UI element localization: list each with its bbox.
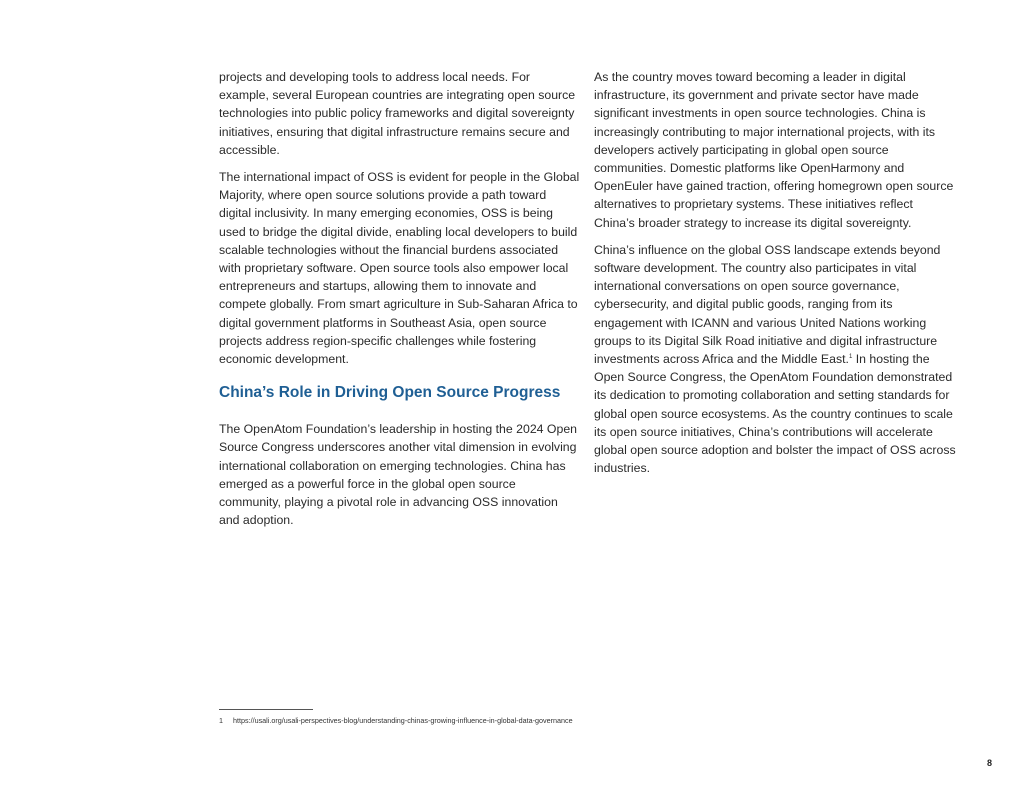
footnote-divider bbox=[219, 709, 313, 710]
right-column bbox=[594, 68, 956, 486]
footnote-number: 1 bbox=[219, 716, 223, 725]
paragraph: projects and developing tools to address local needs. For example, several European countries are integrating open source technologies into public policy frameworks and digital sovereignty initiatives, ensuring that digital infrastructure remains secure and accessible. bbox=[219, 70, 576, 157]
section-heading: China’s Role in Driving Open Source Progress bbox=[219, 384, 561, 402]
paragraph: The OpenAtom Foundation’s leadership in hosting the 2024 Open Source Congress underscores another vital dimension in evolving international collaboration on emerging technologies. China has emerged as a powerful force in the global open source community, playing a pivotal role in advancing OSS innovation and adoption. bbox=[219, 422, 577, 528]
paragraph: The international impact of OSS is evident for people in the Global Majority, where open source solutions provide a path toward digital inclusivity. In many emerging economies, OSS is being used to bridge the digital divide, enabling local developers to build scalable technologies without the financial burdens associated with proprietary software. Open source tools also empower local entrepreneurs and startups, allowing them to innovate and compete globally. From smart agriculture in Sub-Saharan Africa to digital government platforms in Southeast Asia, open source projects address region-specific challenges while fostering economic development. bbox=[219, 170, 580, 367]
page-number: 8 bbox=[986, 758, 992, 768]
footnote-reference-link[interactable]: 1 bbox=[848, 353, 853, 360]
paragraph-text: In hosting the Open Source Congress, the OpenAtom Foundation demonstrated its dedication to promoting collaboration and setting standards for global open source ecosystems. As the country continues to scale its open source initiatives, China’s contributions will accelerate global open source adoption and bolster the impact of OSS across industries. bbox=[594, 352, 956, 476]
footnote bbox=[219, 716, 573, 726]
paragraph-with-footnote bbox=[594, 241, 956, 478]
footnote-url-link[interactable]: https://usali.org/usali-perspectives-blog/understanding-chinas-growing-influence-in-global-data-governance bbox=[233, 716, 573, 725]
left-column bbox=[219, 68, 581, 538]
paragraph-text: China’s influence on the global OSS landscape extends beyond software development. The country also participates in vital international conversations on open source governance, cybersecurity, and digital public goods, ranging from its engagement with ICANN and various United Nations working groups to its Digital Silk Road initiative and digital infrastructure investments across Africa and the Middle East. bbox=[594, 242, 941, 367]
paragraph: As the country moves toward becoming a leader in digital infrastructure, its government and private sector have made significant investments in open source technologies. China is increasingly contributing to major international projects, with its developers actively participating in global open source communities. Domestic platforms like OpenHarmony and OpenEuler have gained traction, offering homegrown open source alternatives to proprietary systems. These initiatives reflect China’s broader strategy to increase its digital sovereignty. bbox=[594, 70, 954, 230]
